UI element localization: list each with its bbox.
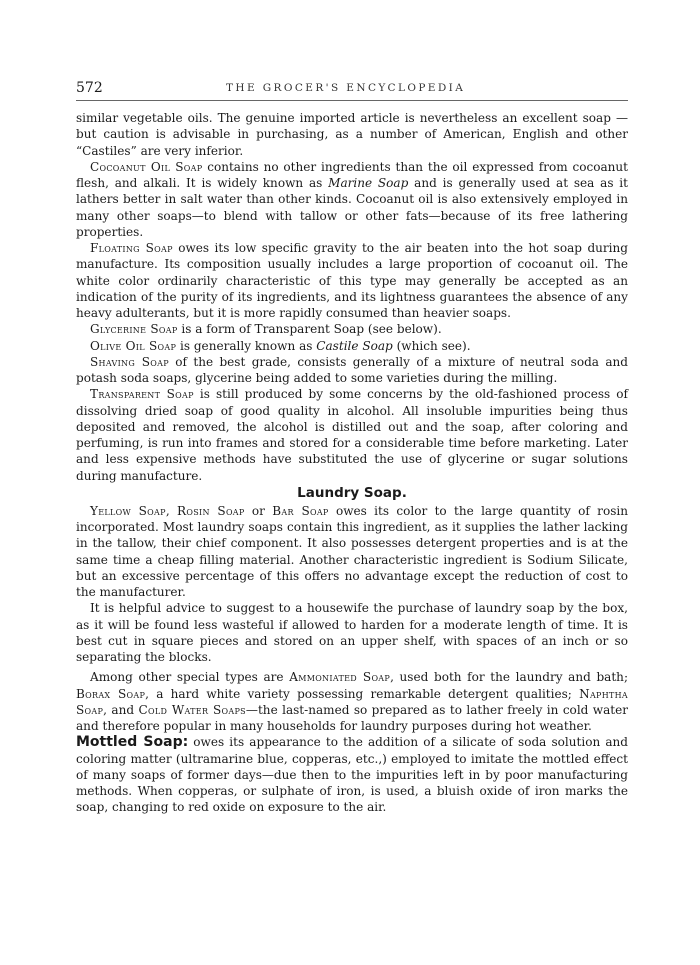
- term: Ammoniated Soap: [289, 670, 391, 685]
- term: Borax Soap: [76, 686, 146, 701]
- term: Rosin Soap: [176, 503, 245, 518]
- term: Glycerine Soap: [90, 322, 178, 337]
- term: Yellow Soap: [90, 503, 166, 518]
- page-number: 572: [76, 80, 103, 96]
- paragraph: Olive Oil Soap is generally known as Castile Soap (which see).: [90, 338, 471, 353]
- paragraph: It is helpful advice to suggest to a housewife the purchase of laundry soap by the box, as it will be found less wasteful if allowed to harden for a moderate length of time. It is best cut in square pieces and stored on an upper shelf, with spaces of an inch or so separating the blocks.: [76, 601, 628, 664]
- page: [76, 80, 628, 816]
- term: Cocoanut Oil Soap: [90, 159, 203, 174]
- paragraph: Cocoanut Oil Soap contains no other ingredients than the oil expressed from cocoanut flesh, and alkali. It is widely known as Marine Soap and is generally used at sea as it lathers better in salt water than other kinds. Cocoanut oil is also extensively employed in many other soaps—to blend with tallow or other fats—because of its free lathering properties.: [76, 159, 628, 239]
- running-head: THE GROCER'S ENCYCLOPEDIA: [226, 82, 466, 94]
- body-text: [76, 110, 628, 816]
- term: Naphtha Soap: [76, 686, 628, 717]
- term: Olive Oil Soap: [90, 338, 177, 353]
- paragraph: Among other special types are Ammoniated Soap, used both for the laundry and bath; Borax Soap, a hard white variety possessing remarkable detergent qualities; Naphtha Soap, and Cold Water Soaps—the last-named so prepared as to lather freely in cold water and therefore popular in many households for laundry purposes during hot weather.: [76, 670, 628, 733]
- run-in-heading: Mottled Soap:: [76, 734, 189, 751]
- paragraph: Yellow Soap, Rosin Soap or Bar Soap owes its color to the large quantity of rosin incorporated. Most laundry soaps contain this ingredient, as it supplies the lather lacking in the tallow, their chief component. It also possesses detergent properties and is at the same time a cheap filling material. Another characteristic ingredient is Sodium Silicate, but an excessive percentage of this offers no advantage except the reduction of cost to the manufacturer.: [76, 503, 628, 599]
- term: Transparent Soap: [90, 387, 194, 402]
- paragraph: Shaving Soap of the best grade, consists generally of a mixture of neutral soda and potash soda soaps, glycerine being added to some varieties during the milling.: [76, 354, 628, 385]
- header-rule: [76, 100, 628, 101]
- paragraph: Transparent Soap is still produced by some concerns by the old-fashioned process of dissolving dried soap of good quality in alcohol. All insoluble impurities being thus deposited and removed, the alcohol is distilled out and the soap, after coloring and perfuming, is run into frames and stored for a considerable time before marketing. Later and less expensive methods have substituted the use of glycerine or sugar solutions during manufacture.: [76, 387, 628, 483]
- term: Shaving Soap: [90, 354, 169, 369]
- paragraph: Glycerine Soap is a form of Transparent Soap (see below).: [90, 322, 442, 337]
- paragraph: Floating Soap owes its low specific gravity to the air beaten into the hot soap during manufacture. Its composition usually includes a large proportion of cocoanut oil. The white color ordinarily characteristic of this type may generally be accepted as an indication of the purity of its ingredients, and its lightness guarantees the absence of any heavy adulterants, but it is more rapidly consumed than heavier soaps.: [76, 241, 628, 320]
- page-header: [76, 80, 628, 100]
- paragraph: Mottled Soap: owes its appearance to the addition of a silicate of soda solution and coloring matter (ultramarine blue, copperas, etc.,) employed to imitate the mottled effect of many soaps of former days—due then to the impurities left in by poor manufacturing methods. When copperas, or sulphate of iron, is used, a bluish oxide of iron marks the soap, changing to red oxide on exposure to the air.: [76, 734, 628, 815]
- italic-term: Castile Soap: [316, 338, 393, 353]
- section-heading: Laundry Soap.: [297, 484, 407, 501]
- paragraph: similar vegetable oils. The genuine imported article is nevertheless an excellent soap —but caution is advisable in purchasing, as a number of American, English and other “Castiles” are very inferior.: [76, 111, 628, 158]
- term: Bar Soap: [272, 503, 329, 518]
- term: Cold Water Soaps: [138, 702, 246, 717]
- italic-term: Marine Soap: [328, 176, 409, 190]
- term: Floating Soap: [90, 241, 173, 255]
